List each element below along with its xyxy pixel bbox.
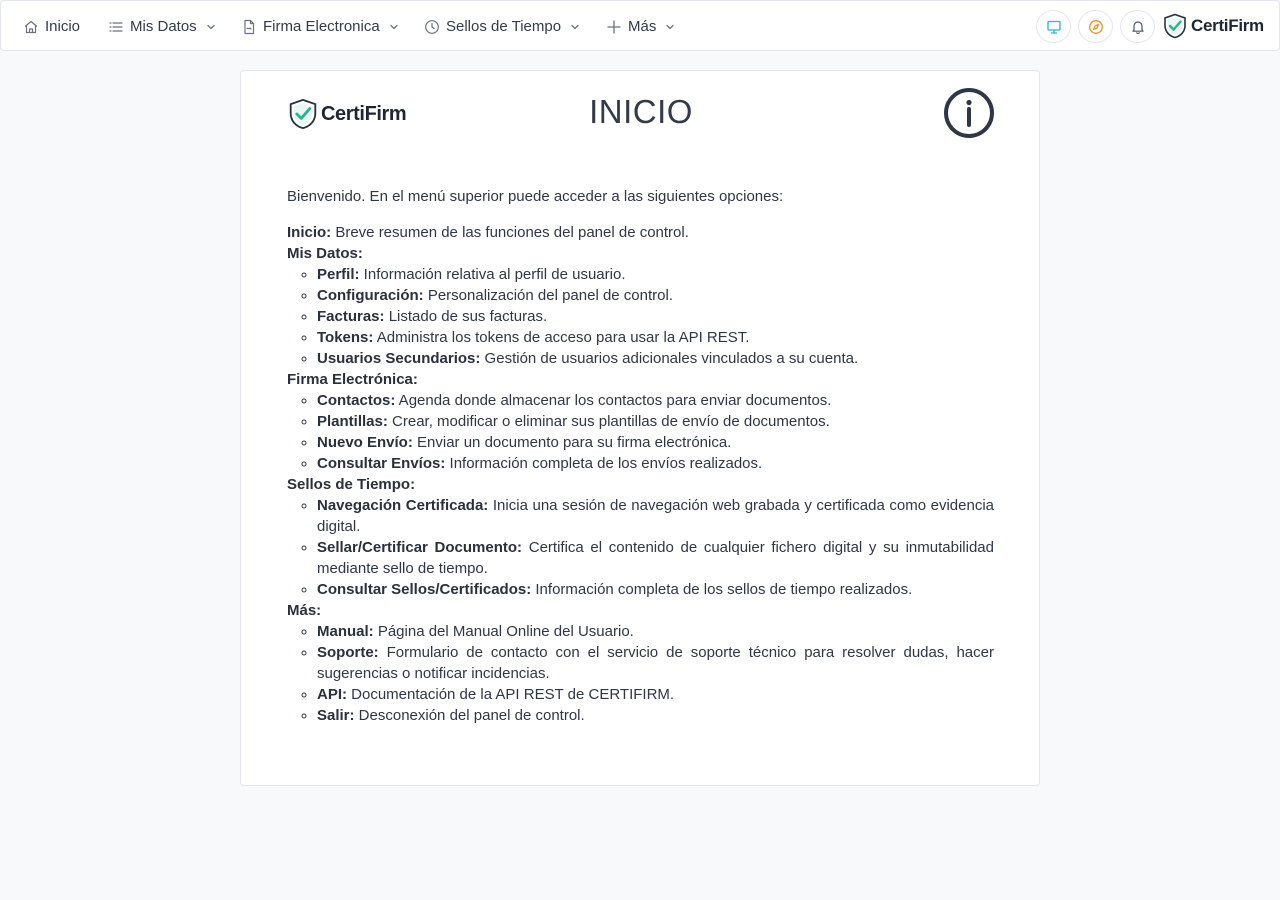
list-item [317, 264, 994, 285]
monitor-icon [1046, 19, 1062, 35]
list-item [317, 579, 994, 600]
item-text: Información completa de los sellos de tiempo realizados. [531, 581, 913, 598]
item-label: Nuevo Envío: [317, 434, 413, 451]
nav-sellos-de-tiempo[interactable] [424, 1, 581, 52]
item-text: Agenda donde almacenar los contactos para enviar documentos. [395, 392, 832, 409]
section-mis-datos [287, 243, 994, 369]
nav-inicio-label: Inicio [45, 18, 81, 35]
info-icon[interactable] [943, 87, 995, 139]
section-label: Firma Electrónica: [287, 371, 418, 388]
nav-firma-electronica[interactable] [241, 1, 400, 52]
list-item [317, 621, 994, 642]
clock-icon [424, 19, 440, 35]
item-text: Inicia una sesión de navegación web grabada y certificada como evidencia digital. [317, 497, 994, 535]
chevron-down-icon [569, 21, 581, 33]
item-label: Navegación Certificada: [317, 497, 489, 514]
section-label: Mis Datos: [287, 245, 363, 262]
list-item [317, 642, 994, 684]
item-text: Página del Manual Online del Usuario. [373, 623, 634, 640]
item-label: Manual: [317, 623, 374, 640]
nav-mas[interactable] [606, 1, 676, 52]
top-navbar [0, 0, 1280, 51]
certifirm-shield-icon [1163, 13, 1191, 39]
item-text: Crear, modificar o eliminar sus plantillas de envío de documentos. [387, 413, 830, 430]
section-sellos-de-tiempo [287, 474, 994, 600]
item-text: Personalización del panel de control. [423, 287, 673, 304]
list-item [317, 453, 994, 474]
item-text: Formulario de contacto con el servicio de soporte técnico para resolver dudas, hacer sugerencias o notificar incidencias. [317, 644, 994, 682]
nav-mas-label: Más [628, 18, 657, 35]
help-content [287, 186, 994, 726]
list-item [317, 495, 994, 537]
item-text: Enviar un documento para su firma electrónica. [412, 434, 732, 451]
intro-text: Bienvenido. En el menú superior puede acceder a las siguientes opciones: [287, 188, 784, 205]
section-list [287, 390, 994, 474]
item-label: Usuarios Secundarios: [317, 350, 481, 367]
item-label: Perfil: [317, 266, 360, 283]
item-text: Certifica el contenido de cualquier fichero digital y su inmutabilidad mediante sello de tiempo. [317, 539, 994, 577]
nav-mis-datos-label: Mis Datos [130, 18, 197, 35]
item-text: Información completa de los envíos realizados. [445, 455, 763, 472]
bell-icon [1130, 19, 1146, 35]
section-list [287, 495, 994, 600]
compass-icon [1088, 19, 1104, 35]
inicio-label: Inicio: [287, 224, 332, 241]
nav-sellos-de-tiempo-label: Sellos de Tiempo [446, 18, 562, 35]
item-text: Administra los tokens de acceso para usar la API REST. [373, 329, 750, 346]
item-label: Sellar/Certificar Documento: [317, 539, 523, 556]
item-label: Consultar Envíos: [317, 455, 446, 472]
list-item [317, 684, 994, 705]
list-item [317, 432, 994, 453]
item-label: Facturas: [317, 308, 385, 325]
item-label: API: [317, 686, 347, 703]
item-label: Consultar Sellos/Certificados: [317, 581, 532, 598]
item-label: Contactos: [317, 392, 396, 409]
section-firma-electronica [287, 369, 994, 474]
item-text: Información relativa al perfil de usuario. [359, 266, 626, 283]
list-item [317, 306, 994, 327]
home-icon [23, 19, 39, 35]
list-item [317, 348, 994, 369]
page-title: INICIO [589, 93, 693, 130]
item-text: Documentación de la API REST de CERTIFIRM. [347, 686, 675, 703]
card-logo-text: CertiFirm [321, 102, 407, 125]
plus-icon [606, 19, 622, 35]
inicio-text: Breve resumen de las funciones del panel de control. [331, 224, 689, 241]
monitor-button[interactable] [1036, 10, 1071, 43]
chevron-down-icon [664, 21, 676, 33]
notifications-button[interactable] [1120, 10, 1155, 43]
item-text: Gestión de usuarios adicionales vinculados a su cuenta. [480, 350, 859, 367]
nav-firma-electronica-label: Firma Electronica [263, 18, 380, 35]
brand-name: CertiFirm [1191, 16, 1264, 35]
item-label: Soporte: [317, 644, 379, 661]
item-text: Desconexión del panel de control. [354, 707, 585, 724]
nav-mis-datos[interactable] [108, 1, 217, 52]
section-list [287, 264, 994, 369]
list-item [317, 705, 994, 726]
section-label: Más: [287, 602, 322, 619]
section-mas [287, 600, 994, 726]
chevron-down-icon [388, 21, 400, 33]
chevron-down-icon [205, 21, 217, 33]
item-label: Configuración: [317, 287, 424, 304]
list-item [317, 537, 994, 579]
main-card [240, 70, 1040, 786]
document-icon [241, 19, 257, 35]
list-icon [108, 19, 124, 35]
list-item [317, 327, 994, 348]
compass-button[interactable] [1078, 10, 1113, 43]
list-item [317, 390, 994, 411]
section-list [287, 621, 994, 726]
item-label: Salir: [317, 707, 355, 724]
list-item [317, 411, 994, 432]
nav-inicio[interactable] [23, 1, 80, 52]
section-label: Sellos de Tiempo: [287, 476, 416, 493]
item-label: Tokens: [317, 329, 374, 346]
navbar-brand[interactable] [1163, 13, 1264, 39]
item-label: Plantillas: [317, 413, 388, 430]
inicio-description [287, 222, 994, 243]
list-item [317, 285, 994, 306]
item-text: Listado de sus facturas. [384, 308, 548, 325]
